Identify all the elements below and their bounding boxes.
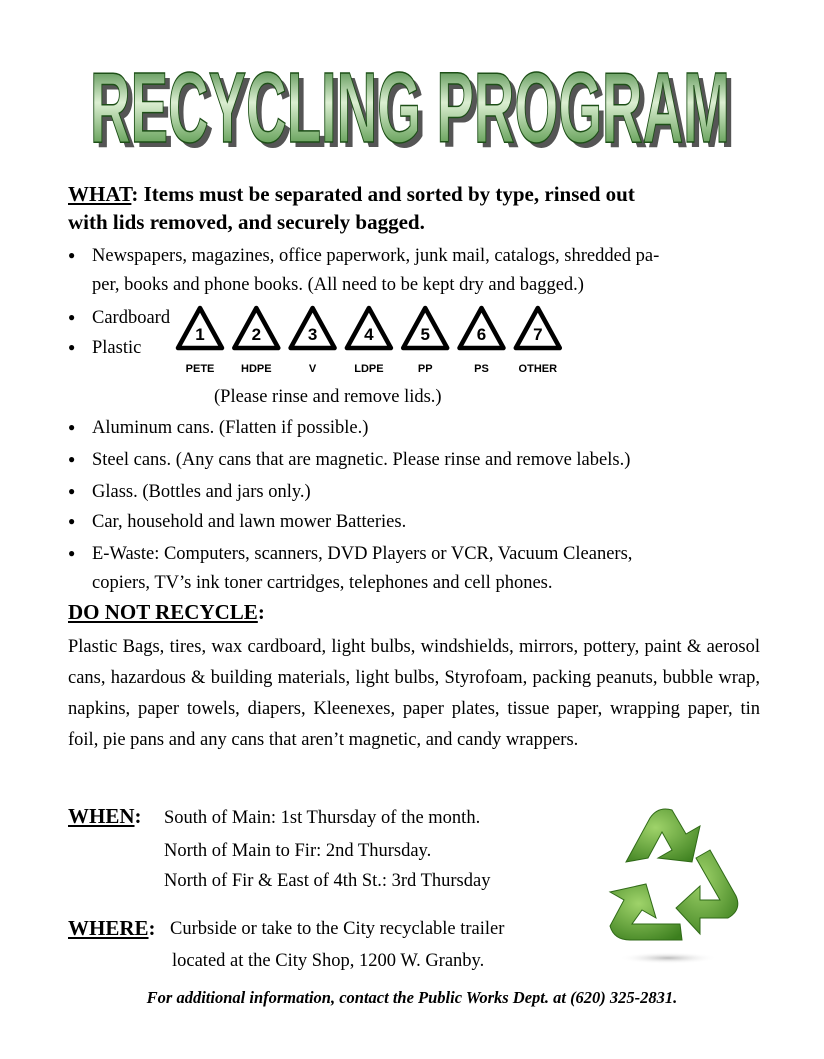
svg-text:PP: PP — [417, 363, 433, 375]
resin-code-1 — [178, 308, 222, 375]
footer-contact: For additional information, contact the Public Works Dept. at (620) 325-2831. — [146, 988, 678, 1007]
title-text: RECYCLING PROGRAM — [90, 52, 730, 160]
what-heading: WHAT: Items must be separated and sorted by type, rinsed out with lids removed, and securely bagged. — [68, 182, 635, 234]
resin-codes — [172, 302, 567, 380]
svg-text:PS: PS — [474, 363, 489, 375]
svg-text:LDPE: LDPE — [354, 363, 384, 375]
svg-text:3: 3 — [307, 325, 318, 344]
resin-code-3 — [291, 308, 335, 375]
list-item: ● Plastic — [68, 338, 142, 358]
svg-text:5: 5 — [420, 325, 430, 344]
list-item: ● Cardboard — [68, 308, 171, 328]
svg-text:4: 4 — [364, 325, 374, 344]
resin-code-5 — [403, 308, 447, 375]
svg-text:6: 6 — [476, 325, 487, 344]
svg-text:PETE: PETE — [185, 363, 215, 375]
list-item: ● Aluminum cans. (Flatten if possible.) — [68, 418, 369, 438]
when-line: South of Main: 1st Thursday of the month. — [164, 808, 481, 828]
svg-text:7: 7 — [533, 325, 543, 344]
list-item-continuation: copiers, TV’s ink toner cartridges, telephones and cell phones. — [92, 573, 553, 593]
where-label: WHERE: — [68, 916, 156, 940]
svg-text:1: 1 — [195, 325, 205, 344]
page-title — [80, 50, 744, 160]
where-line: located at the City Shop, 1200 W. Granby. — [172, 951, 485, 971]
list-item: ● E-Waste: Computers, scanners, DVD Players or VCR, Vacuum Cleaners, — [68, 544, 633, 564]
when-label: WHEN: — [68, 804, 142, 828]
list-item: ● Newspapers, magazines, office paperwork, junk mail, catalogs, shredded pa- — [68, 246, 660, 266]
svg-text:V: V — [308, 363, 317, 375]
list-item: ● Glass. (Bottles and jars only.) — [68, 482, 311, 502]
where-line: Curbside or take to the City recyclable trailer — [170, 919, 505, 939]
list-item: ● Car, household and lawn mower Batteries. — [68, 512, 407, 532]
svg-text:2: 2 — [251, 325, 262, 344]
when-line: North of Fir & East of 4th St.: 3rd Thursday — [164, 871, 491, 891]
do-not-recycle-heading: DO NOT RECYCLE: — [68, 600, 265, 624]
do-not-recycle-text: Plastic Bags, tires, wax cardboard, light bulbs, windshields, mirrors, pottery, paint & aerosol cans, hazardous & building materials, light bulbs, Styrofoam, packing peanuts, bubble wrap, napkins, paper towels, diapers, Kleenexes, paper plates, tissue paper, wrapping paper, tin foil, pie pans and any cans that aren’t magnetic, and candy wrappers. — [68, 637, 760, 750]
recycle-icon — [588, 800, 748, 968]
plastic-note: (Please rinse and remove lids.) — [214, 387, 442, 407]
when-line: North of Main to Fir: 2nd Thursday. — [164, 841, 432, 861]
resin-code-7 — [516, 308, 560, 375]
what-label: WHAT — [68, 182, 132, 206]
list-item-continuation: per, books and phone books. (All need to be kept dry and bagged.) — [92, 275, 584, 295]
svg-text:HDPE: HDPE — [241, 363, 272, 375]
svg-text:OTHER: OTHER — [518, 363, 558, 375]
svg-text:RECYCLING PROGRAM: RECYCLING PROGRAM — [95, 57, 735, 160]
list-item: ● Steel cans. (Any cans that are magnetic. Please rinse and remove labels.) — [68, 450, 631, 470]
resin-code-2 — [234, 308, 278, 375]
resin-code-4 — [347, 308, 391, 375]
resin-code-6 — [460, 308, 504, 375]
